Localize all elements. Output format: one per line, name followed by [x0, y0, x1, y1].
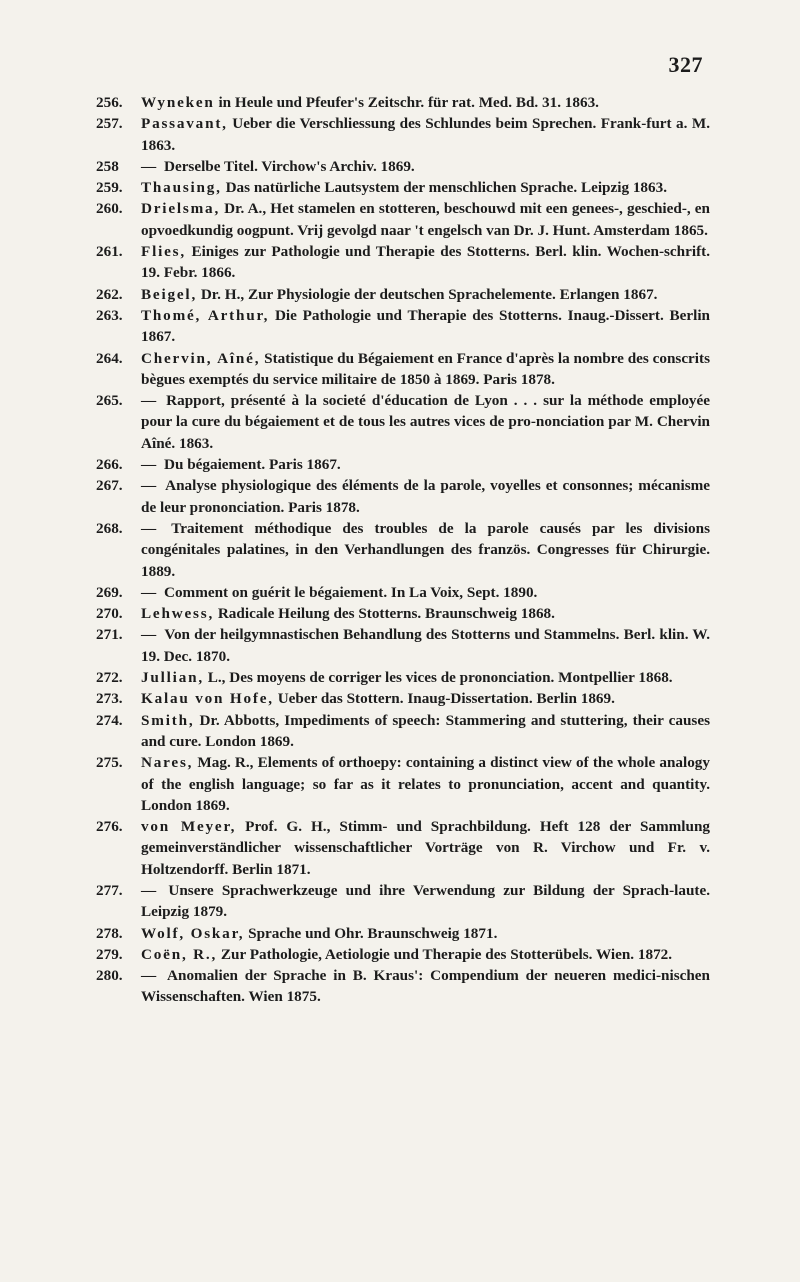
entry-number: 269.	[96, 583, 123, 601]
entry-number: 273.	[96, 690, 123, 708]
bibliography-list	[96, 92, 710, 1008]
entry-author: Kalau von Hofe,	[141, 690, 274, 708]
bibliography-entry	[96, 241, 710, 284]
entry-number: 275.	[96, 754, 123, 772]
entry-number: 270.	[96, 605, 123, 623]
entry-text: Radicale Heilung des Stotterns. Braunschweig 1868.	[214, 605, 555, 623]
entry-text: Dr. H., Zur Physiologie der deutschen Sprachelemente. Erlangen 1867.	[197, 285, 658, 303]
bibliography-entry	[96, 752, 710, 816]
entry-author: Drielsma,	[141, 200, 221, 218]
bibliography-entry	[96, 284, 710, 305]
entry-number: 264.	[96, 349, 123, 367]
entry-ditto-dash: —	[141, 583, 160, 601]
entry-author: Nares,	[141, 754, 194, 772]
entry-number: 268.	[96, 519, 123, 537]
bibliography-entry	[96, 177, 710, 198]
entry-number: 259.	[96, 179, 123, 197]
entry-ditto-dash: —	[141, 477, 162, 495]
entry-text: Derselbe Titel. Virchow's Archiv. 1869.	[163, 157, 415, 175]
entry-ditto-dash: —	[141, 626, 161, 644]
entry-text: Zur Pathologie, Aetiologie und Therapie des Stotterübels. Wien. 1872.	[217, 945, 673, 963]
entry-text: Ueber das Stottern. Inaug-Dissertation. Berlin 1869.	[273, 690, 615, 708]
entry-text: Du bégaiement. Paris 1867.	[163, 456, 341, 474]
entry-text: Prof. G. H., Stimm- und Sprachbildung. Heft 128 der Sammlung gemeinverständlicher wissenschaftlicher Vorträge von R. Virchow und Fr. v. Holtzendorff. Berlin 1871.	[141, 818, 710, 878]
entry-author: Jullian,	[141, 669, 204, 687]
entry-author: Flies,	[141, 243, 186, 261]
entry-author: Thomé, Arthur,	[141, 306, 270, 324]
entry-text: Comment on guérit le bégaiement. In La Voix, Sept. 1890.	[163, 583, 538, 601]
entry-text: Die Pathologie und Therapie des Stotterns. Inaug.-Dissert. Berlin 1867.	[141, 306, 710, 346]
entry-number: 272.	[96, 669, 123, 687]
page-number: 327	[668, 52, 703, 77]
entry-text: Statistique du Bégaiement en France d'après la nombre des conscrits bègues exemptés du service militaire de 1850 à 1869. Paris 1878.	[141, 349, 710, 388]
entry-text: Einiges zur Pathologie und Therapie des Stotterns. Berl. klin. Wochen-schrift. 19. Febr. 1866.	[141, 243, 710, 282]
entry-text: Dr. Abbotts, Impediments of speech: Stammering and stuttering, their causes and cure. London 1869.	[141, 711, 710, 750]
entry-number: 278.	[96, 924, 123, 942]
bibliography-entry	[96, 348, 710, 391]
entry-author: von Meyer,	[141, 818, 237, 836]
bibliography-entry	[96, 475, 710, 518]
entry-number: 277.	[96, 881, 123, 899]
entry-author: Wyneken	[141, 94, 215, 111]
bibliography-entry	[96, 880, 710, 923]
bibliography-entry	[96, 454, 710, 475]
entry-ditto-dash: —	[141, 881, 165, 899]
bibliography-entry	[96, 390, 710, 454]
entry-number: 266.	[96, 456, 123, 474]
bibliography-entry	[96, 156, 710, 177]
entry-number: 263.	[96, 306, 123, 324]
entry-author: Passavant,	[141, 115, 228, 133]
entry-text: Anomalien der Sprache in B. Kraus': Compendium der neueren medici-nischen Wissenschaften. Wien 1875.	[141, 967, 710, 1006]
entry-ditto-dash: —	[141, 392, 163, 410]
bibliography-entry	[96, 923, 710, 944]
entry-text: Von der heilgymnastischen Behandlung des Stotterns und Stammelns. Berl. klin. W. 19. Dec. 1870.	[141, 626, 710, 665]
entry-number: 258	[96, 157, 119, 175]
entry-number: 276.	[96, 818, 123, 836]
entry-ditto-dash: —	[141, 157, 160, 175]
entry-text: Rapport, présenté à la societé d'éducation de Lyon . . . sur la méthode employée pour la cure du bégaiement et de tous les autres vices de pro-nonciation par M. Chervin Aîné. 1863.	[141, 392, 710, 452]
entry-text: Das natürliche Lautsystem der menschlichen Sprache. Leipzig 1863.	[221, 179, 668, 197]
bibliography-entry	[96, 305, 710, 348]
entry-number: 261.	[96, 243, 123, 261]
entry-author: Chervin, Aîné,	[141, 349, 261, 367]
entry-ditto-dash: —	[141, 456, 160, 474]
entry-number: 271.	[96, 626, 123, 644]
bibliography-entry	[96, 624, 710, 667]
entry-text: in Heule und Pfeufer's Zeitschr. für rat. Med. Bd. 31. 1863.	[214, 94, 599, 111]
entry-text: Dr. A., Het stamelen en stotteren, beschouwd mit een genees-, geschied-, en opvoedkundig oogpunt. Vrij gevolgd naar 't engelsch van Dr. J. Hunt. Amsterdam 1865.	[141, 200, 710, 239]
entry-number: 262.	[96, 285, 123, 303]
entry-ditto-dash: —	[141, 967, 164, 985]
bibliography-entry	[96, 710, 710, 753]
entry-number: 274.	[96, 711, 123, 729]
bibliography-entry	[96, 965, 710, 1008]
entry-number: 265.	[96, 392, 123, 410]
bibliography-entry	[96, 518, 710, 582]
entry-author: Coën, R.,	[141, 945, 218, 963]
bibliography-entry	[96, 198, 710, 241]
bibliography-entry	[96, 667, 710, 688]
entry-author: Thausing,	[141, 179, 222, 197]
entry-author: Beigel,	[141, 285, 198, 303]
entry-author: Lehwess,	[141, 605, 215, 623]
entry-number: 260.	[96, 200, 123, 218]
entry-ditto-dash: —	[141, 519, 168, 537]
entry-text: L., Des moyens de corriger les vices de prononciation. Montpellier 1868.	[203, 669, 673, 687]
bibliography-entry	[96, 92, 710, 113]
entry-number: 279.	[96, 945, 123, 963]
entry-number: 267.	[96, 477, 123, 495]
bibliography-entry	[96, 944, 710, 965]
bibliography-entry	[96, 582, 710, 603]
entry-text: Mag. R., Elements of orthoepy: containing a distinct view of the whole analogy of the english language; so far as it relates to pronunciation, accent and quantity. London 1869.	[141, 754, 710, 814]
bibliography-entry	[96, 603, 710, 624]
bibliography-entry	[96, 113, 710, 156]
entry-text: Analyse physiologique des éléments de la parole, voyelles et consonnes; mécanisme de leur prononciation. Paris 1878.	[141, 477, 711, 516]
bibliography-entry	[96, 688, 710, 709]
entry-number: 256.	[96, 94, 123, 111]
entry-text: Traitement méthodique des troubles de la parole causés par les divisions congénitales palatines, in den Verhandlungen des französ. Congresses für Chirurgie. 1889.	[141, 519, 710, 580]
bibliography-entry	[96, 816, 710, 880]
entry-author: Smith,	[141, 711, 195, 729]
entry-author: Wolf, Oskar,	[141, 924, 245, 942]
entry-text: Sprache und Ohr. Braunschweig 1871.	[244, 924, 498, 942]
entry-number: 280.	[96, 967, 123, 985]
entry-text: Ueber die Verschliessung des Schlundes beim Sprechen. Frank-furt a. M. 1863.	[141, 115, 710, 154]
entry-number: 257.	[96, 115, 123, 133]
entry-text: Unsere Sprachwerkzeuge und ihre Verwendung zur Bildung der Sprach-laute. Leipzig 1879.	[141, 881, 711, 921]
